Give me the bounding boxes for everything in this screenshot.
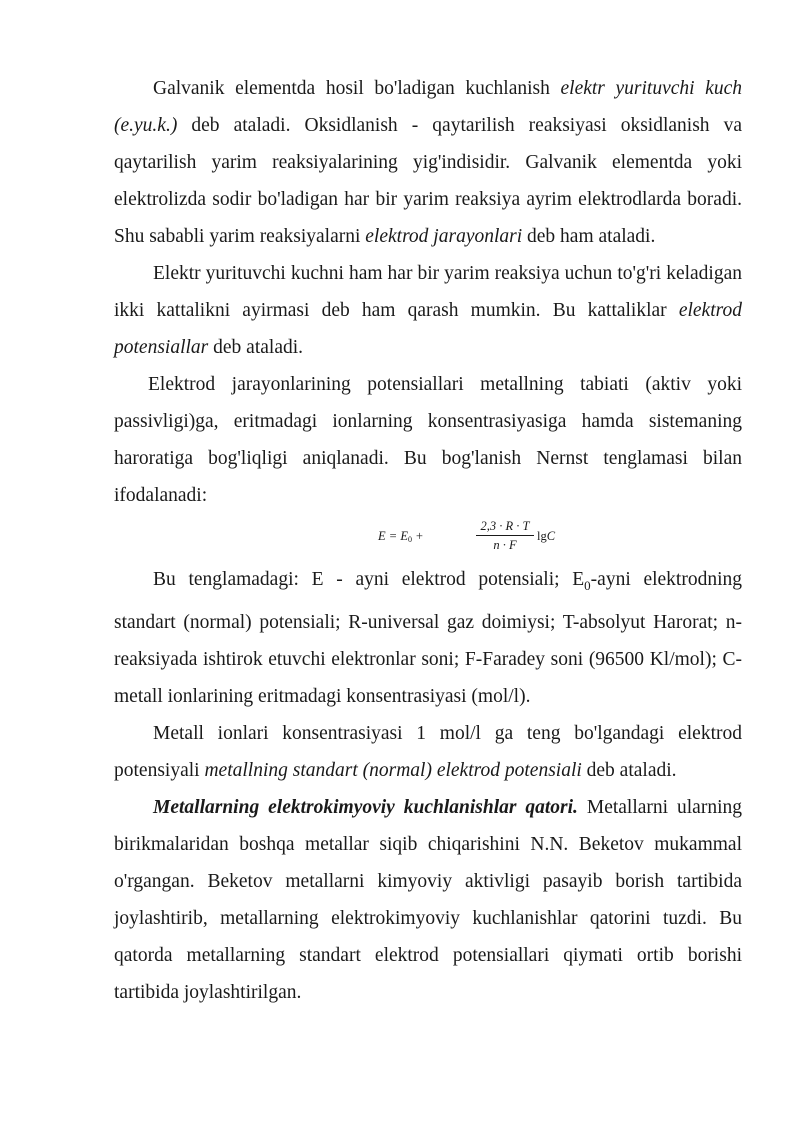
equation-rhs: [537, 529, 555, 543]
equation-fraction: [476, 519, 534, 552]
paragraph-nernst-intro: Elektrod jarayonlarining potensiallari metallning tabiati (aktiv yoki passivligi)ga, eritmadagi ionlarning konsentrasiyasiga hamda sistemaning haroratiga bog'liqligi aniqlanadi. Bu bog'lanish Nernst tenglamasi bilan ifodalanadi:: [114, 374, 742, 506]
subscript: 0: [584, 577, 591, 593]
document-body: [114, 70, 742, 1011]
paragraph-equation-terms: [114, 561, 742, 715]
equation-e-equals: E = E: [378, 529, 408, 543]
text-run: deb ham ataladi.: [522, 226, 656, 247]
section-heading-voltage-series: Metallarning elektrokimyoviy kuchlanishlar qatori.: [153, 796, 578, 818]
term-emf: elektr yurituvchi kuch (e.yu.k.): [114, 78, 742, 136]
fraction-numerator: 2,3 · R · T: [480, 519, 530, 533]
paragraph-standard-potential: [114, 715, 742, 789]
equation-c: C: [546, 529, 556, 543]
equation-lg: lg: [537, 529, 547, 543]
paragraph-electrode-potentials: [114, 255, 742, 366]
text-run: Bu tenglamadagi: E - ayni elektrod potensiali; E: [153, 569, 585, 590]
text-run: -ayni elektrodning standart (normal) potensiali; R-universal gaz doimiysi; T-absolyut Harorat; n-reaksiyada ishtirok etuvchi elektronlar soni; F-Faradey soni (96500 Kl/mol); C-metall ionlarining eritmadagi konsentrasiyasi (mol/l).: [114, 569, 743, 707]
equation-subscript: 0: [407, 535, 412, 544]
text-run: deb ataladi.: [208, 337, 304, 358]
text-run: Metallarni ularning birikmalaridan boshqa metallar siqib chiqarishini N.N. Beketov mukammal o'rgangan. Beketov metallarni kimyoviy aktivligi pasayib borish tartibida joylashtirib, metallarning elektrokimyoviy kuchlanishlar qatorini tuzdi. Bu qatorda metallarning standart elektrod potensiallari qiymati ortib borishi tartibida joylashtirilgan.: [114, 796, 742, 1003]
text-run: Galvanik elementda hosil bo'ladigan kuchlanish: [153, 78, 561, 99]
text-run: deb ataladi. Oksidlanish - qaytarilish reaksiyasi oksidlanish va qaytarilish yarim reaksiyalarining yig'indisidir. Galvanik elementda yoki elektrolizda sodir bo'ladigan har bir yarim reaksiya ayrim elektrodlarda boradi. Shu sababli yarim reaksiyalarni: [114, 115, 742, 247]
term-electrode-processes: elektrod jarayonlari: [365, 226, 523, 247]
fraction-denominator: n · F: [493, 538, 517, 552]
equation-lhs: [378, 529, 424, 547]
term-standard-potential: metallning standart (normal) elektrod potensiali: [204, 759, 582, 781]
equation-plus: +: [411, 529, 424, 543]
text-run: Metall ionlari konsentrasiyasi 1 mol/l ga teng bo'lgandagi elektrod potensiyali: [114, 722, 742, 781]
text-run: deb ataladi.: [581, 759, 677, 781]
text-run: Elektr yurituvchi kuchni ham har bir yarim reaksiya uchun to'g'ri keladigan ikki kattalikni ayirmasi deb ham qarash mumkin. Bu kattaliklar: [114, 263, 742, 321]
term-electrode-potentials: elektrod potensiallar: [114, 300, 742, 358]
paragraph-voltage-series: [114, 789, 742, 1011]
nernst-equation: [114, 516, 742, 556]
fraction-bar: [476, 535, 534, 536]
paragraph-emf: [114, 70, 742, 255]
